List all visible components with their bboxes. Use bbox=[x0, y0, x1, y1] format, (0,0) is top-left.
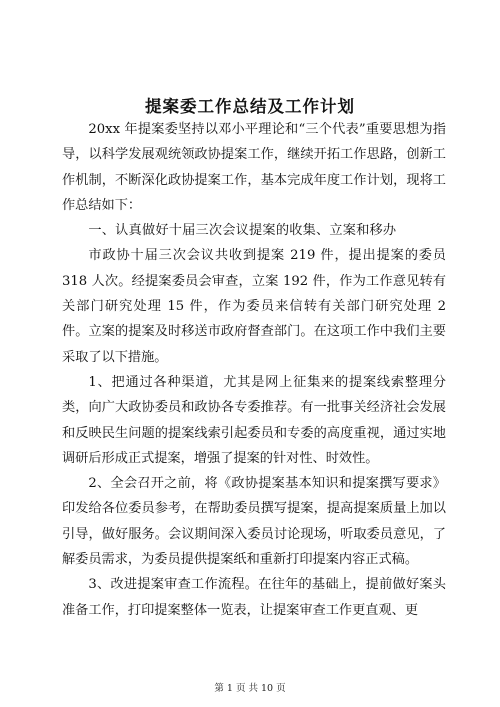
body-paragraph: 市政协十届三次会议共收到提案 219 件，提出提案的委员 318 人次。经提案委员会审查，立案 192 件，作为工作意见转有关部门研究处理 15 件，作为委员来信转有关部门研究处理 2 件。立案的提案及时移送市政府督查部门。在这项工作中我们主要采取了以下措施。 bbox=[62, 248, 446, 365]
page-number-footer: 第 1 页 共 10 页 bbox=[214, 683, 286, 694]
document-body bbox=[62, 117, 446, 623]
section-heading: 一、认真做好十届三次会议提案的收集、立案和移办 bbox=[88, 223, 397, 239]
intro-paragraph: 20xx 年提案委坚持以邓小平理论和“三个代表”重要思想为指导，以科学发展观统领政协提案工作，继续开拓工作思路，创新工作机制，不断深化政协提案工作，基本完成年度工作计划，现将工作总结如下： bbox=[62, 122, 446, 213]
measure-paragraph-3: 3、改进提案审查工作流程。在往年的基础上，提前做好案头准备工作，打印提案整体一览表，让提案审查工作更直观、更 bbox=[62, 577, 446, 618]
document-title: 提案委工作总结及工作计划 bbox=[145, 97, 355, 116]
measure-paragraph-2: 2、全会召开之前，将《政协提案基本知识和提案撰写要求》印发给各位委员参考，在帮助委员撰写提案，提高提案质量上加以引导，做好服务。会议期间深入委员讨论现场，听取委员意见，了解委员需求，为委员提供提案纸和重新打印提案内容正式稿。 bbox=[62, 476, 446, 568]
measure-paragraph-1: 1、把通过各种渠道，尤其是网上征集来的提案线索整理分类，向广大政协委员和政协各专委推荐。有一批事关经济社会发展和反映民生问题的提案线索引起委员和专委的高度重视，通过实地调研后形成正式提案，增强了提案的针对性、时效性。 bbox=[62, 374, 446, 466]
